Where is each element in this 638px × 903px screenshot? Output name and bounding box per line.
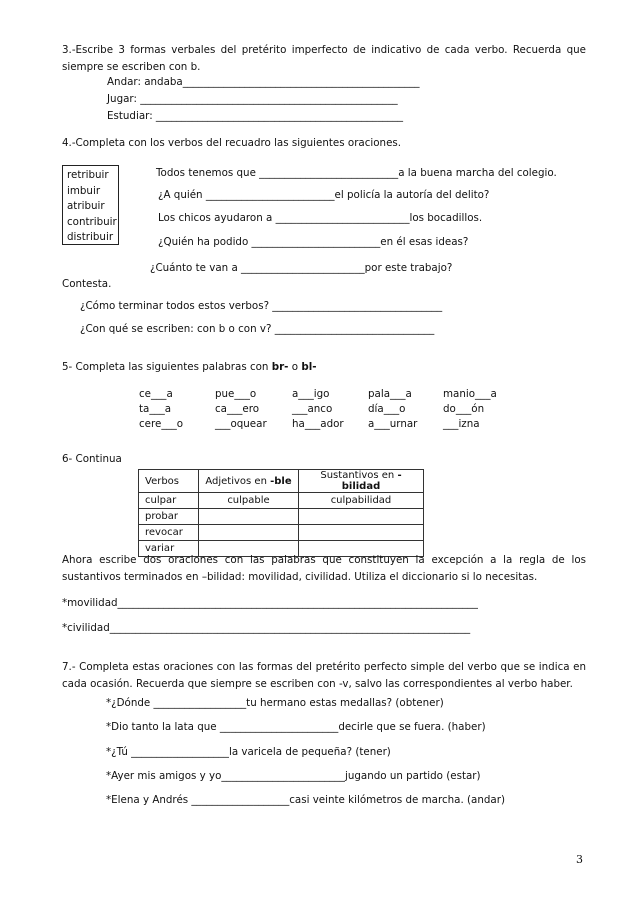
table-header-sustantivos: Sustantivos en -bilidad <box>299 470 424 493</box>
table-row <box>139 509 424 525</box>
word-blank[interactable]: pala___a <box>368 388 412 400</box>
exercise-7-sentence[interactable]: *Dio tanto la lata que _______________________decirle que se fuera. (haber) <box>106 721 486 733</box>
word-blank[interactable]: manio___a <box>443 388 497 400</box>
table-header-verbos: Verbos <box>139 470 199 493</box>
exercise-7-intro: 7.- Completa estas oraciones con las formas del pretérito perfecto simple del verbo que se indica en cada ocasión. Recuerda que siempre se escriben con -v, salvo las correspondientes al verbo haber. <box>62 661 586 690</box>
exercise-6-paragraph: Ahora escribe dos oraciones con las palabras que constituyen la excepción a la regla de los sustantivos terminados en –bilidad: movilidad, civilidad. Utiliza el diccionario si lo necesitas. <box>62 554 586 583</box>
exercise-4-sentence[interactable]: ¿A quién _________________________el policía la autoría del delito? <box>158 189 490 201</box>
table-row <box>139 525 424 541</box>
exercise-4-title: 4.-Completa con los verbos del recuadro las siguientes oraciones. <box>62 137 402 149</box>
verb-box-item: atribuir <box>67 200 105 212</box>
word-blank[interactable]: a___igo <box>292 388 330 400</box>
word-blank[interactable]: día___o <box>368 403 406 415</box>
table-cell[interactable] <box>299 525 424 541</box>
word-blank[interactable]: ta___a <box>139 403 172 415</box>
word-blank[interactable]: ca___ero <box>215 403 260 415</box>
movilidad-line[interactable]: *movilidad______________________________________________________________________ <box>62 597 478 609</box>
exercise-4-sentence[interactable]: ¿Quién ha podido _________________________en él esas ideas? <box>158 236 469 248</box>
exercise-4-question[interactable]: ¿Con qué se escriben: con b o con v? _______________________________ <box>80 323 435 335</box>
word-blank[interactable]: ce___a <box>139 388 173 400</box>
table-cell[interactable]: culpable <box>199 493 299 509</box>
word-blank[interactable]: pue___o <box>215 388 257 400</box>
exercise-6-title: 6- Continua <box>62 453 122 465</box>
exercise-4-sentence[interactable]: ¿Cuánto te van a ________________________por este trabajo? <box>150 262 453 274</box>
table-cell: culpar <box>139 493 199 509</box>
verb-box-item: contribuir <box>67 215 117 228</box>
exercise-7-sentence[interactable]: *¿Dónde __________________tu hermano estas medallas? (obtener) <box>106 697 444 709</box>
exercise-3-line-jugar[interactable]: Jugar: __________________________________________________ <box>107 93 398 105</box>
exercise-3-line-estudiar[interactable]: Estudiar: ________________________________________________ <box>107 110 404 122</box>
exercise-4-sentence[interactable]: Los chicos ayudaron a __________________________los bocadillos. <box>158 212 483 224</box>
exercise-7-sentence[interactable]: *Ayer mis amigos y yo________________________jugando un partido (estar) <box>106 770 481 782</box>
exercise-7-sentence[interactable]: *¿Tú ___________________la varicela de pequeña? (tener) <box>106 746 391 758</box>
table-row <box>139 493 424 509</box>
exercise-4-sentence[interactable]: Todos tenemos que ___________________________a la buena marcha del colegio. <box>156 167 557 179</box>
verb-box-item: retribuir <box>67 169 109 181</box>
word-blank[interactable]: ha___ador <box>292 418 344 430</box>
word-blank[interactable]: cere___o <box>139 418 184 430</box>
civilidad-line[interactable]: *civilidad______________________________________________________________________ <box>62 622 471 634</box>
word-blank[interactable]: ___anco <box>292 403 333 415</box>
page-number: 3 <box>576 853 583 866</box>
verb-box-item: imbuir <box>67 184 101 197</box>
table-cell[interactable] <box>199 525 299 541</box>
table-cell: variar <box>139 541 199 557</box>
verb-box-item: distribuir <box>67 231 114 243</box>
table-cell[interactable] <box>199 509 299 525</box>
word-blank[interactable]: ___oquear <box>215 418 267 430</box>
verb-box <box>62 165 119 245</box>
word-blank[interactable]: a___urnar <box>368 418 418 430</box>
suffix-table <box>138 469 424 557</box>
word-blank[interactable]: do___ón <box>443 403 485 415</box>
table-cell[interactable]: culpabilidad <box>299 493 424 509</box>
contesta-label: Contesta. <box>62 278 112 290</box>
exercise-4-question[interactable]: ¿Cómo terminar todos estos verbos? _________________________________ <box>80 300 443 312</box>
table-cell: revocar <box>139 525 199 541</box>
exercise-3-intro: 3.-Escribe 3 formas verbales del pretérito imperfecto de indicativo de cada verbo. Recuerda que siempre se escriben con b. <box>62 44 586 73</box>
exercise-7-sentence[interactable]: *Elena y Andrés ___________________casi veinte kilómetros de marcha. (andar) <box>106 794 505 806</box>
table-header-adjetivos: Adjetivos en -ble <box>199 470 299 493</box>
exercise-3-line-andar[interactable]: Andar: andaba______________________________________________ <box>107 76 420 88</box>
table-cell: probar <box>139 509 199 525</box>
word-blank[interactable]: ___izna <box>443 418 480 430</box>
exercise-5-title: 5- Completa las siguientes palabras con br- o bl- <box>62 361 317 373</box>
table-cell[interactable] <box>299 509 424 525</box>
